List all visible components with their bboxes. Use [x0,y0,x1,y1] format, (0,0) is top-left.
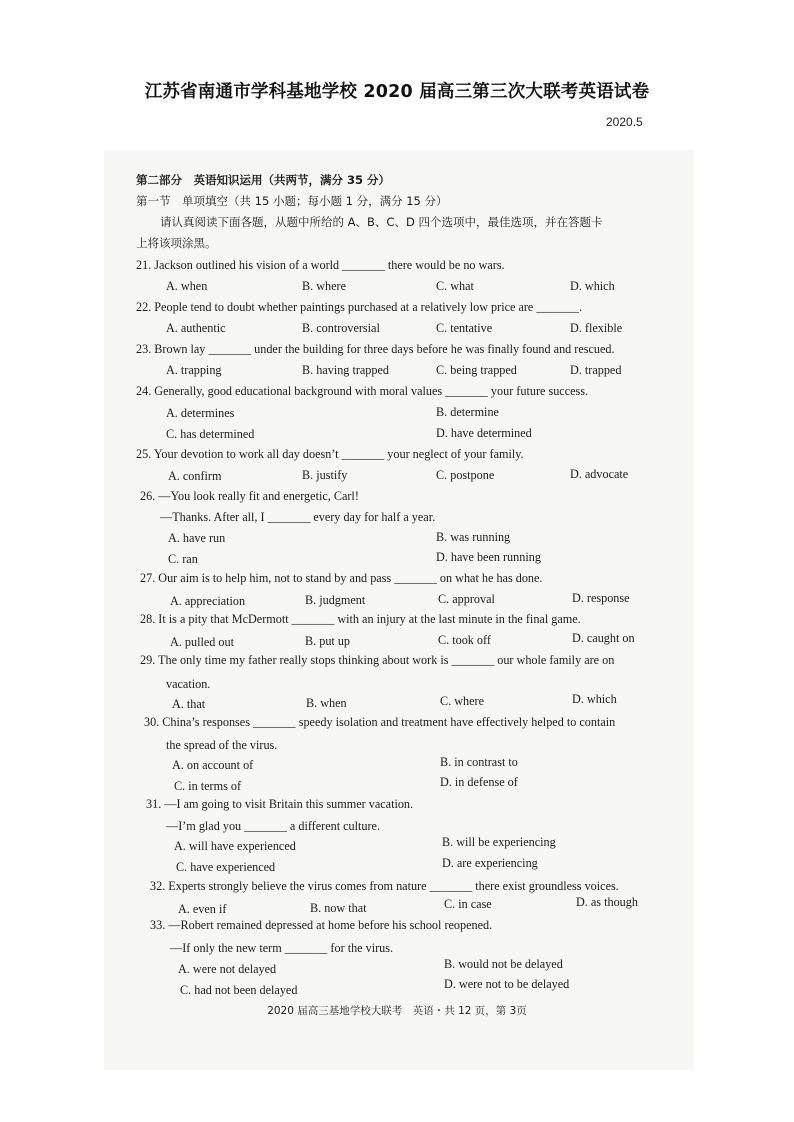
question-stem: 30. China’s responses _______ speedy isolation and treatment have effectively helped to contain [144,715,616,729]
page-footer: 2020 届高三基地学校大联考 英语・共 12 页，第 3页 [267,1005,527,1017]
option-b: B. would not be delayed [444,957,563,971]
question-stem-line-2: the spread of the virus. [166,738,278,752]
question-stem: 28. It is a pity that McDermott _______ with an injury at the last minute in the final game. [140,612,581,626]
question-stem: 24. Generally, good educational background with moral values _______ your future success. [136,384,589,398]
option-d: D. response [572,591,630,605]
exam-date: 2020.5 [606,115,643,129]
option-c: C. postpone [436,468,495,482]
option-a: A. were not delayed [178,962,277,976]
option-b: B. when [306,696,347,710]
question-stem-line-2: —Thanks. After all, I _______ every day for half a year. [160,510,436,524]
option-a: A. determines [166,406,235,420]
option-a: A. when [166,279,208,293]
option-d: D. flexible [570,321,623,335]
option-d: D. which [570,279,615,293]
option-b: B. in contrast to [440,755,518,769]
option-d: D. in defense of [440,775,518,789]
subsection-heading: 第一节 单项填空（共 15 小题；每小题 1 分，满分 15 分） [136,194,448,208]
instruction-line-2: 上将该项涂黑。 [136,236,217,250]
option-d: D. caught on [572,631,635,645]
option-a: A. have run [168,531,226,545]
option-d: D. which [572,692,617,706]
option-c: C. approval [438,592,495,606]
option-c: C. has determined [166,427,255,441]
option-b: B. determine [436,405,499,419]
question-stem: 25. Your devotion to work all day doesn’t _______ your neglect of your family. [136,447,524,461]
option-b: B. now that [310,901,367,915]
option-b: B. was running [436,530,511,544]
question-stem: 21. Jackson outlined his vision of a world _______ there would be no wars. [136,258,505,272]
question-stem-line-2: —If only the new term _______ for the virus. [170,941,394,955]
question-stem: 32. Experts strongly believe the virus comes from nature _______ there exist groundless voices. [150,879,619,893]
question-stem: 31. —I am going to visit Britain this summer vacation. [146,797,414,811]
option-c: C. tentative [436,321,493,335]
option-c: C. ran [168,552,198,566]
option-b: B. having trapped [302,363,389,377]
option-c: C. had not been delayed [180,983,298,997]
option-b: B. judgment [305,593,366,607]
option-c: C. being trapped [436,363,517,377]
question-stem: 23. Brown lay _______ under the building for three days before he was finally found and rescued. [136,342,615,356]
option-b: B. justify [302,468,348,482]
option-d: D. have been running [436,550,541,564]
option-a: A. that [172,697,206,711]
option-c: C. have experienced [176,860,276,874]
exam-title: 江苏省南通市学科基地学校 2020 届高三第三次大联考英语试卷 [144,82,650,102]
question-stem: 27. Our aim is to help him, not to stand by and pass _______ on what he has done. [140,571,543,585]
option-b: B. will be experiencing [442,835,556,849]
instruction-line-1: 请认真阅读下面各题，从题中所给的 A、B、C、D 四个选项中，最佳选项，并在答题卡 [160,215,603,229]
option-b: B. where [302,279,346,293]
option-d: D. trapped [570,363,622,377]
option-d: D. as though [576,895,638,909]
option-a: A. even if [178,902,227,916]
option-d: D. have determined [436,426,532,440]
option-d: D. were not to be delayed [444,977,570,991]
question-stem-line-2: —I’m glad you _______ a different culture. [166,819,381,833]
option-a: A. authentic [166,321,226,335]
option-a: A. appreciation [170,594,246,608]
option-d: D. advocate [570,467,629,481]
option-c: C. where [440,694,484,708]
question-stem: 29. The only time my father really stops thinking about work is _______ our whole family are on [140,653,615,667]
option-c: C. what [436,279,474,293]
option-c: C. in terms of [174,779,242,793]
option-c: C. in case [444,897,492,911]
option-a: A. trapping [166,363,222,377]
option-c: C. took off [438,633,491,647]
question-stem: 33. —Robert remained depressed at home before his school reopened. [150,918,493,932]
question-stem: 26. —You look really fit and energetic, Carl! [140,489,359,503]
option-b: B. controversial [302,321,380,335]
option-a: A. confirm [168,469,222,483]
question-stem-line-2: vacation. [166,677,211,691]
question-stem: 22. People tend to doubt whether paintings purchased at a relatively low price are _______. [136,300,583,314]
option-b: B. put up [305,634,351,648]
section-heading: 第二部分 英语知识运用（共两节，满分 35 分） [136,173,391,187]
option-d: D. are experiencing [442,856,538,870]
option-a: A. on account of [172,758,254,772]
option-a: A. pulled out [170,635,234,649]
option-a: A. will have experienced [174,839,296,853]
